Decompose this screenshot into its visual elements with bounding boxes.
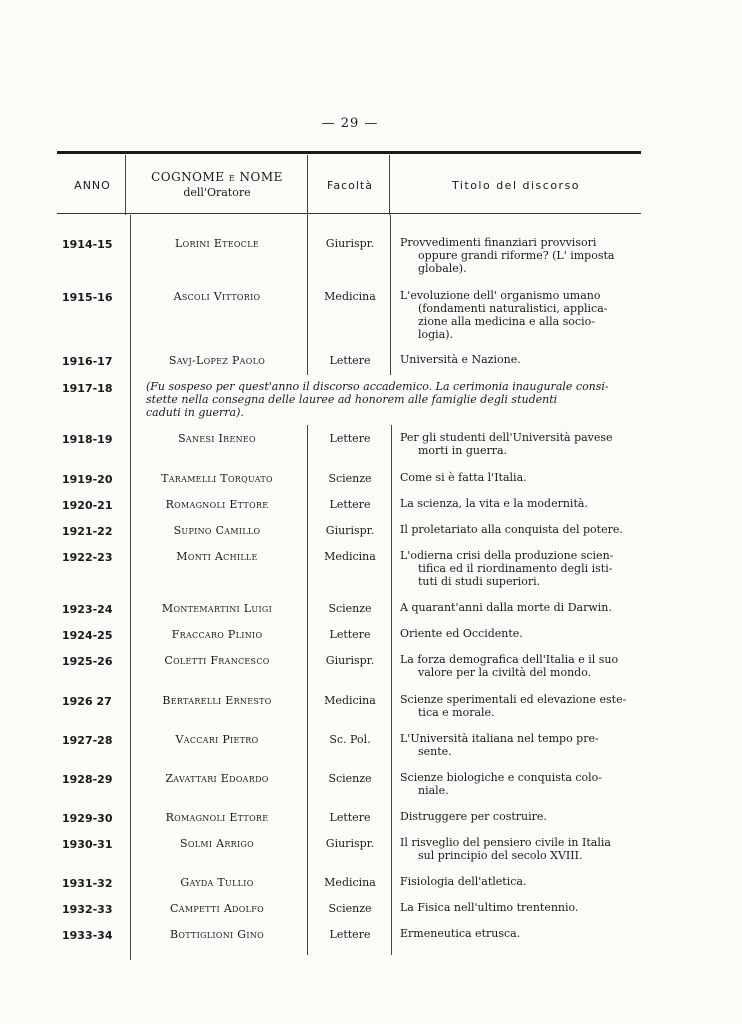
note-line: (Fu sospeso per quest'anno il discorso accademico. La cerimonia inaugurale consi- xyxy=(146,380,609,393)
row-facolta: Lettere xyxy=(329,928,371,941)
titolo-line: L'Università italiana nel tempo pre- xyxy=(400,732,599,745)
row-anno: 1917-18 xyxy=(62,382,113,395)
row-nome: Romagnoli Ettore xyxy=(165,498,269,511)
row-anno: 1921-22 xyxy=(62,525,113,538)
row-nome: Monti Achille xyxy=(176,550,258,563)
row-titolo xyxy=(400,431,648,457)
row-titolo xyxy=(400,601,648,614)
row-titolo xyxy=(400,523,648,536)
titolo-line: A quarant'anni dalla morte di Darwin. xyxy=(400,601,612,614)
row-anno: 1919-20 xyxy=(62,473,113,486)
row-facolta: Lettere xyxy=(329,354,371,367)
row-note xyxy=(146,380,646,419)
row-titolo xyxy=(400,810,648,823)
row-facolta: Scienze xyxy=(328,602,372,615)
header-nome-line2: dell'Oratore xyxy=(183,186,251,199)
row-nome: Lorini Eteocle xyxy=(175,237,259,250)
titolo-line: zione alla medicina e alla socio- xyxy=(418,315,595,328)
row-facolta: Scienze xyxy=(328,472,372,485)
row-facolta: Scienze xyxy=(328,902,372,915)
row-nome: Fraccaro Plinio xyxy=(171,628,263,641)
row-facolta: Sc. Pol. xyxy=(329,733,371,746)
row-nome: Zavattari Edoardo xyxy=(165,772,269,785)
titolo-line: morti in guerra. xyxy=(418,444,508,457)
titolo-line: valore per la civiltà del mondo. xyxy=(418,666,592,679)
titolo-line: (fondamenti naturalistici, applica- xyxy=(418,302,608,315)
titolo-line: Il proletariato alla conquista del potere. xyxy=(400,523,623,536)
note-line: stette nella consegna delle lauree ad honorem alle famiglie degli studenti xyxy=(146,393,558,406)
titolo-line: Come si è fatta l'Italia. xyxy=(400,471,527,484)
row-titolo xyxy=(400,927,648,940)
row-nome: Savj-Lopez Paolo xyxy=(168,354,266,367)
titolo-line: globale). xyxy=(418,262,467,275)
titolo-line: Fisiologia dell'atletica. xyxy=(400,875,527,888)
row-facolta: Giurispr. xyxy=(325,524,375,537)
row-nome: Gayda Tullio xyxy=(180,876,254,889)
row-facolta: Giurispr. xyxy=(325,654,375,667)
row-facolta: Medicina xyxy=(324,876,376,889)
table-header-rule xyxy=(57,213,641,214)
row-nome: Solmi Arrigo xyxy=(180,837,254,850)
titolo-line: tifica ed il riordinamento degli isti- xyxy=(418,562,613,575)
row-anno: 1931-32 xyxy=(62,877,113,890)
row-facolta: Medicina xyxy=(324,290,376,303)
titolo-line: Scienze biologiche e conquista colo- xyxy=(400,771,603,784)
row-anno: 1916-17 xyxy=(62,355,113,368)
titolo-line: Oriente ed Occidente. xyxy=(400,627,523,640)
row-nome: Ascoli Vittorio xyxy=(173,290,261,303)
row-anno: 1929-30 xyxy=(62,812,113,825)
titolo-line: L'evoluzione dell' organismo umano xyxy=(400,289,601,302)
row-anno: 1922-23 xyxy=(62,551,113,564)
row-anno: 1918-19 xyxy=(62,433,113,446)
row-anno: 1923-24 xyxy=(62,603,113,616)
row-anno: 1915-16 xyxy=(62,291,113,304)
titolo-line: sul principio del secolo XVIII. xyxy=(418,849,583,862)
titolo-line: Ermeneutica etrusca. xyxy=(400,927,521,940)
row-titolo xyxy=(400,653,648,679)
titolo-line: logia). xyxy=(418,328,454,341)
row-anno: 1914-15 xyxy=(62,238,113,251)
row-titolo xyxy=(400,471,648,484)
titolo-line: niale. xyxy=(418,784,449,797)
row-nome: Montemartini Luigi xyxy=(161,602,273,615)
row-anno: 1920-21 xyxy=(62,499,113,512)
row-titolo xyxy=(400,732,648,758)
row-anno: 1933-34 xyxy=(62,929,113,942)
row-nome: Campetti Adolfo xyxy=(170,902,264,915)
titolo-line: La scienza, la vita e la modernità. xyxy=(400,497,588,510)
titolo-line: oppure grandi riforme? (L' imposta xyxy=(418,249,615,262)
header-nome-line1: COGNOME e NOME xyxy=(151,170,283,184)
row-titolo xyxy=(400,497,648,510)
row-nome: Bertarelli Ernesto xyxy=(162,694,272,707)
titolo-line: Per gli studenti dell'Università pavese xyxy=(400,431,613,444)
row-nome: Coletti Francesco xyxy=(164,654,270,667)
row-titolo xyxy=(400,901,648,914)
row-facolta: Medicina xyxy=(324,550,376,563)
row-anno: 1926 27 xyxy=(62,695,112,708)
column-divider xyxy=(391,425,392,955)
titolo-line: Università e Nazione. xyxy=(400,353,521,366)
titolo-line: La forza demografica dell'Italia e il suo xyxy=(400,653,619,666)
row-titolo xyxy=(400,289,648,341)
header-facolta: Facoltà xyxy=(327,179,373,192)
page-number: — 29 — xyxy=(321,116,379,131)
row-titolo xyxy=(400,627,648,640)
row-facolta: Lettere xyxy=(329,811,371,824)
row-anno: 1927-28 xyxy=(62,734,113,747)
titolo-line: La Fisica nell'ultimo trentennio. xyxy=(400,901,579,914)
titolo-line: tica e morale. xyxy=(418,706,495,719)
row-nome: Supino Camillo xyxy=(173,524,261,537)
titolo-line: Scienze sperimentali ed elevazione este- xyxy=(400,693,627,706)
column-divider xyxy=(307,215,308,375)
note-line: caduti in guerra). xyxy=(146,406,244,419)
row-nome: Sanesi Ireneo xyxy=(178,432,256,445)
row-anno: 1930-31 xyxy=(62,838,113,851)
row-titolo xyxy=(400,836,648,862)
titolo-line: Provvedimenti finanziari provvisori xyxy=(400,236,597,249)
row-facolta: Scienze xyxy=(328,772,372,785)
row-nome: Bottiglioni Gino xyxy=(169,928,264,941)
row-facolta: Giurispr. xyxy=(325,237,375,250)
row-anno: 1924-25 xyxy=(62,629,113,642)
row-facolta: Lettere xyxy=(329,628,371,641)
row-facolta: Lettere xyxy=(329,432,371,445)
row-facolta: Medicina xyxy=(324,694,376,707)
header-nome xyxy=(126,170,308,200)
row-titolo xyxy=(400,875,648,888)
titolo-line: Distruggere per costruire. xyxy=(400,810,547,823)
row-anno: 1925-26 xyxy=(62,655,113,668)
row-titolo xyxy=(400,549,648,588)
row-titolo xyxy=(400,771,648,797)
row-titolo xyxy=(400,236,648,275)
row-nome: Romagnoli Ettore xyxy=(165,811,269,824)
header-anno: ANNO xyxy=(74,179,111,192)
row-anno: 1928-29 xyxy=(62,773,113,786)
row-nome: Taramelli Torquato xyxy=(161,472,273,485)
titolo-line: sente. xyxy=(418,745,452,758)
row-facolta: Giurispr. xyxy=(325,837,375,850)
table-top-rule xyxy=(57,151,641,154)
titolo-line: L'odierna crisi della produzione scien- xyxy=(400,549,614,562)
header-titolo: Titolo del discorso xyxy=(451,179,581,192)
row-facolta: Lettere xyxy=(329,498,371,511)
row-titolo xyxy=(400,693,648,719)
titolo-line: tuti di studi superiori. xyxy=(418,575,541,588)
column-divider xyxy=(390,215,391,375)
column-divider xyxy=(307,425,308,955)
row-titolo xyxy=(400,353,648,366)
titolo-line: Il risveglio del pensiero civile in Italia xyxy=(400,836,611,849)
row-nome: Vaccari Pietro xyxy=(175,733,259,746)
row-anno: 1932-33 xyxy=(62,903,113,916)
